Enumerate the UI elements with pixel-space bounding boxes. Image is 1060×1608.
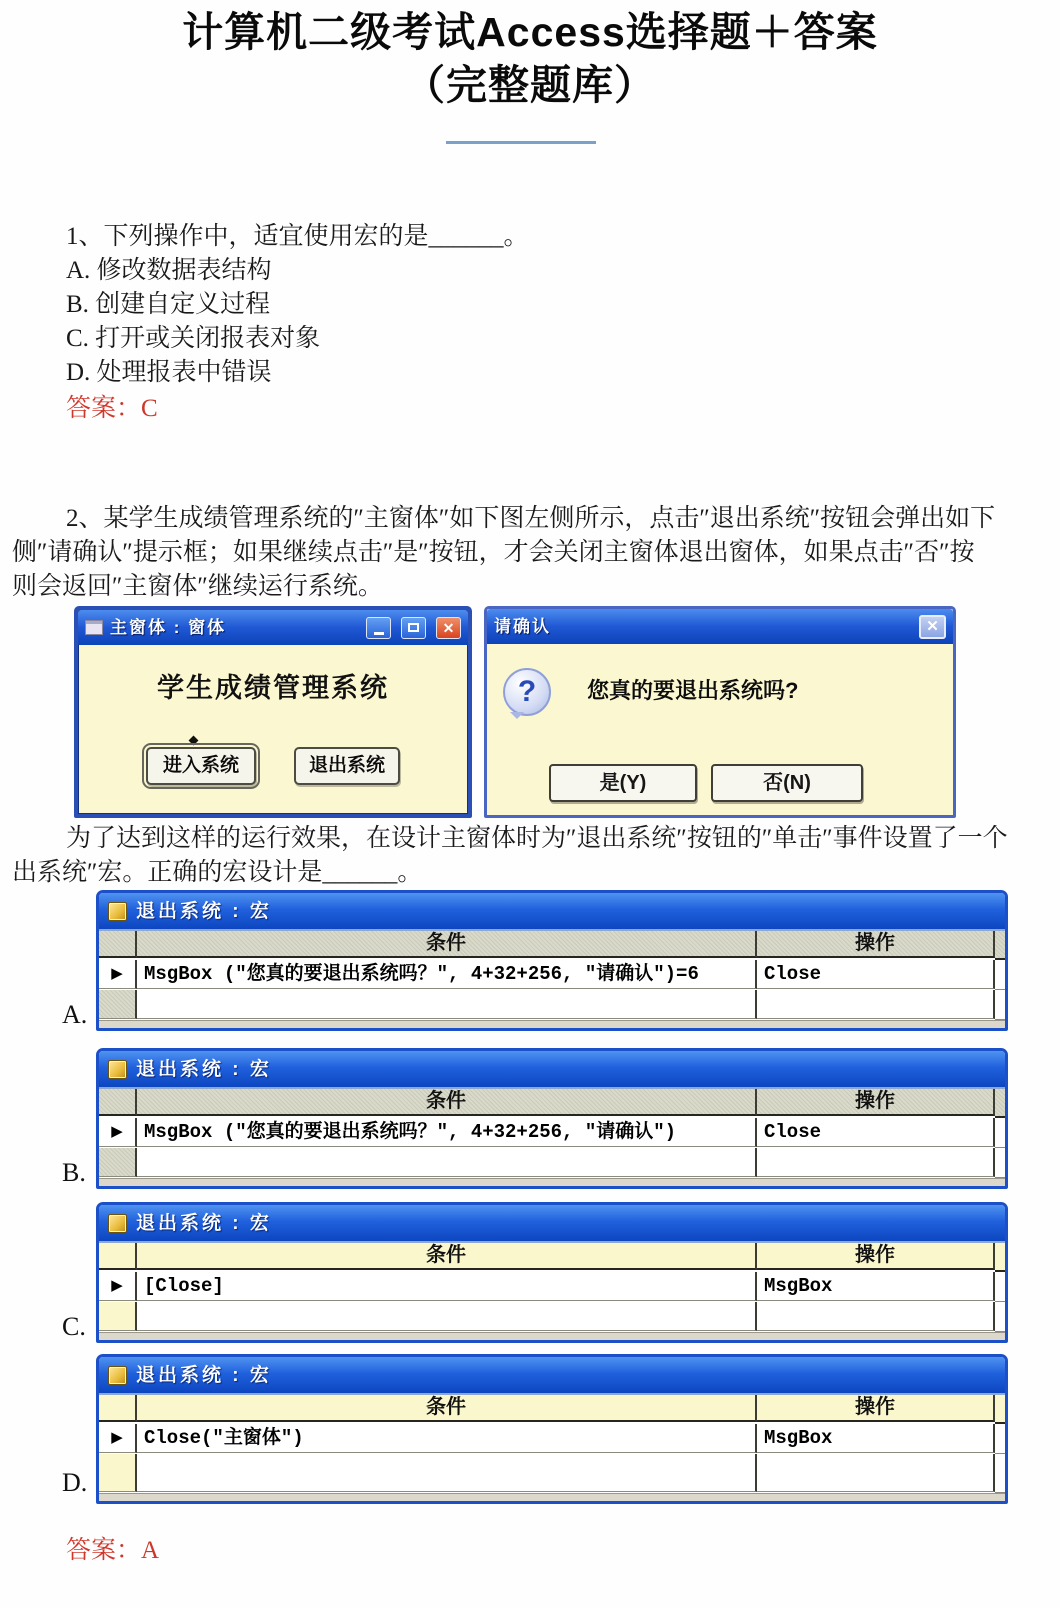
title-underline-rule: [446, 141, 596, 144]
macro-header-row: [99, 1089, 1005, 1118]
row-selector: [99, 1272, 137, 1301]
q2-stem-line-2: 侧″请确认″提示框；如果继续点击″是″按钮，才会关闭主窗体退出窗体，如果点击″否″按: [12, 539, 975, 566]
main-form-title: 主窗体 : 窗体: [110, 618, 227, 637]
enter-system-button[interactable]: 进入系统: [146, 747, 256, 785]
macro-window-title: 退出系统 : 宏: [136, 1058, 272, 1080]
macro-icon: [108, 1060, 127, 1079]
selector-header-cell: [99, 931, 137, 958]
macro-empty-row: [99, 1302, 1005, 1332]
macro-table: [99, 1241, 1005, 1332]
main-form-titlebar: [78, 610, 468, 645]
yes-button[interactable]: 是(Y): [549, 764, 697, 802]
confirm-close-button[interactable]: [919, 615, 946, 639]
close-icon: ✕: [926, 618, 939, 635]
action-cell: Close: [757, 1118, 995, 1147]
macro-window-a: [96, 890, 1008, 1031]
q1-option-b: B. 创建自定义过程: [66, 291, 271, 318]
minimize-button[interactable]: [366, 617, 391, 639]
window-bottom-strip: [99, 1020, 1005, 1028]
row-selector-arrow-icon: ▶: [111, 965, 123, 982]
macro-titlebar: [99, 893, 1005, 929]
macro-window-d: [96, 1354, 1008, 1504]
macro-icon: [108, 1214, 127, 1233]
row-selector: [99, 1118, 137, 1147]
condition-cell: MsgBox ("您真的要退出系统吗？", 4+32+256, "请确认"): [137, 1118, 757, 1147]
macro-row: [99, 960, 1005, 990]
macro-empty-row: [99, 1454, 1005, 1493]
macro-window-b: [96, 1048, 1008, 1189]
macro-window-title: 退出系统 : 宏: [136, 1364, 272, 1386]
macro-row: [99, 1118, 1005, 1148]
macro-row: [99, 1424, 1005, 1454]
confirm-dialog: [484, 606, 956, 818]
action-header: 操作: [757, 1089, 995, 1116]
row-selector: [99, 960, 137, 989]
macro-window-title: 退出系统 : 宏: [136, 1212, 272, 1234]
question-icon: ?: [503, 668, 551, 716]
form-icon: [85, 620, 103, 635]
macro-row: [99, 1272, 1005, 1302]
q2-stem-line-1: 2、某学生成绩管理系统的″主窗体″如下图左侧所示，点击″退出系统″按钮会弹出如下: [66, 505, 996, 532]
main-form-window: [74, 606, 472, 818]
option-label-a: A.: [62, 1000, 88, 1029]
row-selector: [99, 1424, 137, 1453]
confirm-body: [487, 644, 953, 815]
header-sliver: [995, 931, 1005, 960]
q1-option-c: C. 打开或关闭报表对象: [66, 325, 321, 352]
close-button[interactable]: [436, 617, 461, 639]
macro-icon: [108, 902, 127, 921]
close-icon: ✕: [442, 619, 455, 636]
option-label-b: B.: [62, 1158, 86, 1187]
exit-system-button[interactable]: 退出系统: [294, 747, 400, 785]
q1-option-a: A. 修改数据表结构: [66, 257, 272, 284]
macro-titlebar: [99, 1357, 1005, 1393]
page-title-line-2: （完整题库）: [404, 62, 656, 108]
macro-icon: [108, 1366, 127, 1385]
q2-answer: 答案：A: [66, 1537, 160, 1564]
action-header: 操作: [757, 1243, 995, 1270]
confirm-title: 请确认: [494, 617, 551, 636]
action-header: 操作: [757, 931, 995, 958]
row-selector-arrow-icon: ▶: [111, 1429, 123, 1446]
macro-window-title: 退出系统 : 宏: [136, 900, 272, 922]
macro-header-row: [99, 1395, 1005, 1424]
option-label-c: C.: [62, 1312, 86, 1341]
maximize-button[interactable]: [401, 617, 426, 639]
macro-window-c: [96, 1202, 1008, 1343]
macro-titlebar: [99, 1051, 1005, 1087]
macro-header-row: [99, 931, 1005, 960]
confirm-message: 您真的要退出系统吗?: [587, 678, 799, 703]
condition-header: 条件: [137, 1395, 757, 1422]
main-form-body: [78, 645, 468, 814]
q1-stem: 1、下列操作中，适宜使用宏的是______。: [66, 223, 529, 250]
action-cell: Close: [757, 960, 995, 989]
row-selector-arrow-icon: ▶: [111, 1277, 123, 1294]
q1-option-d: D. 处理报表中错误: [66, 359, 272, 386]
confirm-titlebar: [487, 609, 953, 644]
focus-dot: [189, 736, 199, 746]
macro-table: [99, 1087, 1005, 1178]
condition-header: 条件: [137, 1089, 757, 1116]
macro-titlebar: [99, 1205, 1005, 1241]
macro-header-row: [99, 1243, 1005, 1272]
row-selector-arrow-icon: ▶: [111, 1123, 123, 1140]
macro-empty-row: [99, 1148, 1005, 1178]
action-cell: MsgBox: [757, 1424, 995, 1453]
macro-empty-row: [99, 990, 1005, 1020]
macro-table: [99, 1393, 1005, 1493]
minimize-icon: [374, 632, 384, 635]
q1-answer: 答案：C: [66, 395, 158, 422]
no-button[interactable]: 否(N): [711, 764, 863, 802]
condition-cell: Close("主窗体"): [137, 1424, 757, 1453]
condition-cell: MsgBox ("您真的要退出系统吗？", 4+32+256, "请确认")=6: [137, 960, 757, 989]
q2-followup-line-1: 为了达到这样的运行效果，在设计主窗体时为″退出系统″按钮的″单击″事件设置了一个: [66, 825, 1008, 852]
condition-header: 条件: [137, 1243, 757, 1270]
condition-header: 条件: [137, 931, 757, 958]
macro-table: [99, 929, 1005, 1020]
q2-followup-line-2: 出系统″宏。正确的宏设计是______。: [12, 859, 423, 886]
condition-cell: [Close]: [137, 1272, 757, 1301]
option-label-d: D.: [62, 1468, 88, 1497]
window-bottom-strip: [99, 1493, 1005, 1501]
page-title: [0, 6, 1060, 112]
system-heading: 学生成绩管理系统: [157, 673, 389, 703]
window-bottom-strip: [99, 1178, 1005, 1186]
action-header: 操作: [757, 1395, 995, 1422]
q2-stem-line-3: 则会返回″主窗体″继续运行系统。: [12, 573, 383, 600]
maximize-icon: [408, 623, 419, 632]
window-bottom-strip: [99, 1332, 1005, 1340]
page-title-line-1: 计算机二级考试Access选择题＋答案: [182, 9, 878, 55]
action-cell: MsgBox: [757, 1272, 995, 1301]
